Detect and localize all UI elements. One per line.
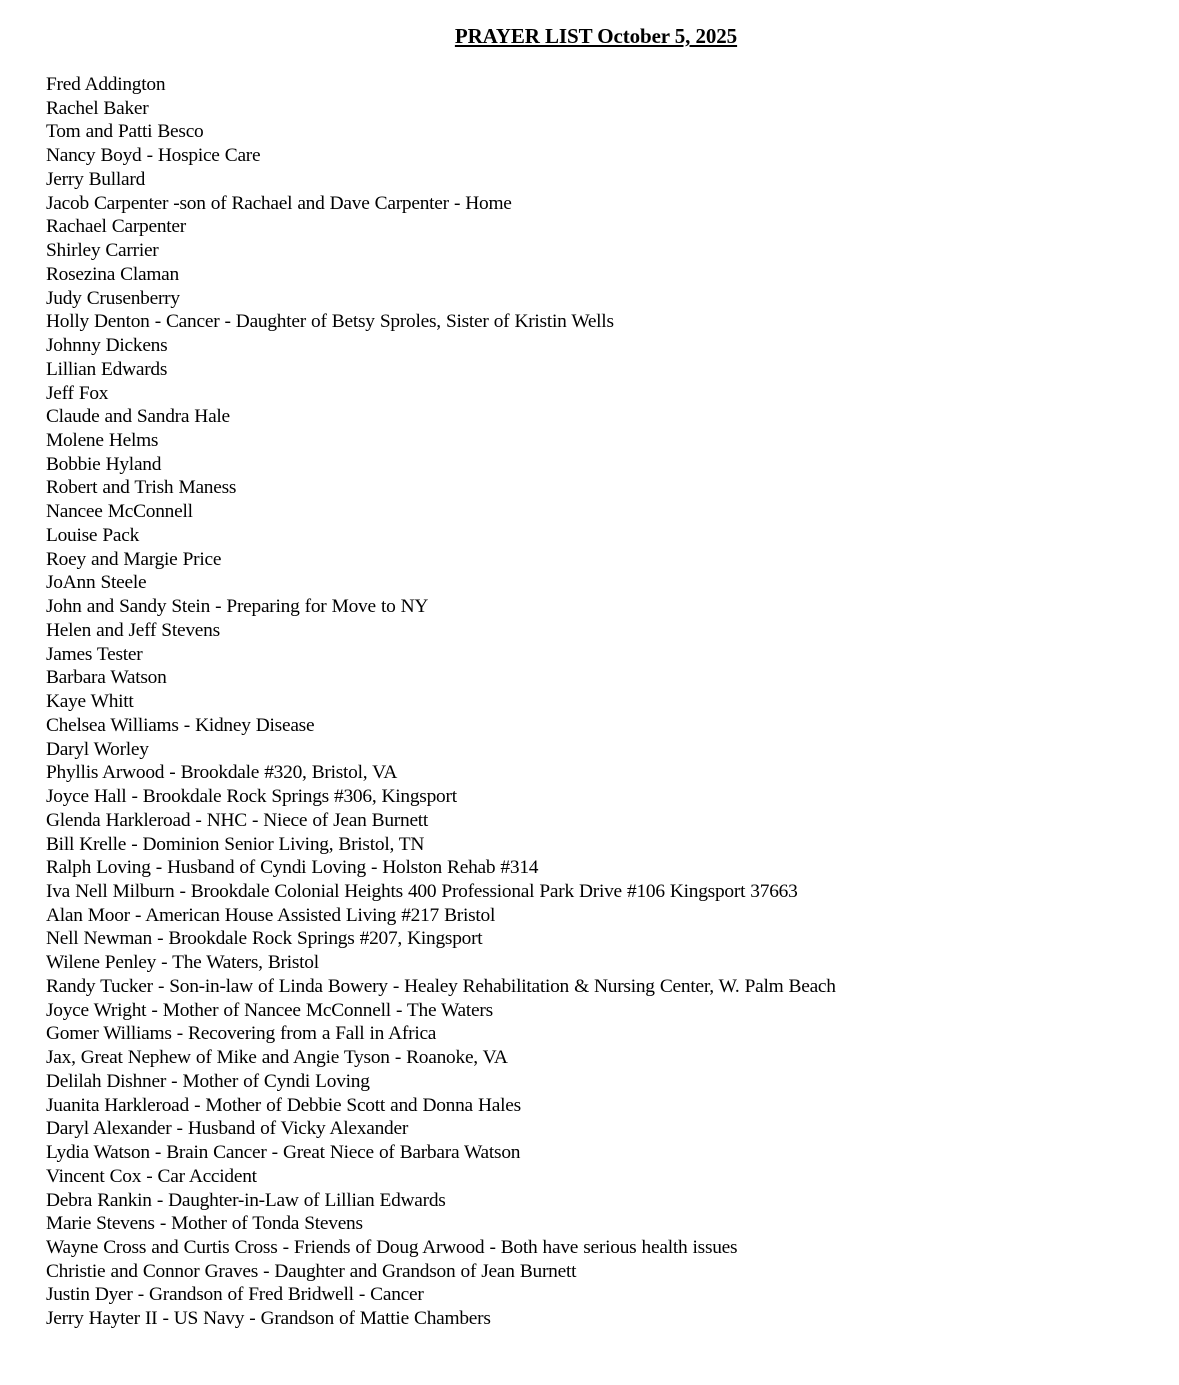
prayer-list-item: Ralph Loving - Husband of Cyndi Loving - Holston Rehab #314 [46, 857, 539, 879]
prayer-list-item: Wilene Penley - The Waters, Bristol [46, 952, 319, 974]
prayer-list-item: Lydia Watson - Brain Cancer - Great Niece of Barbara Watson [46, 1142, 521, 1164]
prayer-list-item: Randy Tucker - Son-in-law of Linda Bowery - Healey Rehabilitation & Nursing Center, W. Palm Beach [46, 975, 836, 997]
prayer-list-item: Claude and Sandra Hale [46, 406, 230, 428]
prayer-list-item: Rosezina Claman [46, 263, 179, 285]
prayer-list-item: Rachael Carpenter [46, 216, 186, 238]
prayer-list-item: Roey and Margie Price [46, 548, 222, 570]
prayer-list-item: John and Sandy Stein - Preparing for Move to NY [46, 596, 429, 618]
prayer-list-item: Jacob Carpenter -son of Rachael and Dave Carpenter - Home [46, 192, 512, 214]
prayer-list-item: Alan Moor - American House Assisted Living #217 Bristol [46, 904, 496, 926]
prayer-list-item: Holly Denton - Cancer - Daughter of Betsy Sproles, Sister of Kristin Wells [46, 311, 614, 333]
prayer-list-item: Joyce Wright - Mother of Nancee McConnell - The Waters [46, 999, 493, 1021]
prayer-list-item: Marie Stevens - Mother of Tonda Stevens [46, 1213, 363, 1235]
prayer-list-item: Bobbie Hyland [46, 453, 162, 475]
prayer-list-item: Bill Krelle - Dominion Senior Living, Bristol, TN [46, 833, 425, 855]
prayer-list-item: James Tester [46, 643, 143, 665]
prayer-list-item: Helen and Jeff Stevens [46, 619, 220, 641]
prayer-list-item: Barbara Watson [46, 667, 167, 689]
prayer-list-item: Nancee McConnell [46, 501, 193, 523]
prayer-list-item: Nancy Boyd - Hospice Care [46, 145, 261, 167]
prayer-list-item: Fred Addington [46, 74, 166, 95]
prayer-list-item: Justin Dyer - Grandson of Fred Bridwell - Cancer [46, 1284, 424, 1306]
prayer-list-item: Glenda Harkleroad - NHC - Niece of Jean Burnett [46, 809, 429, 831]
prayer-list-item: Christie and Connor Graves - Daughter and Grandson of Jean Burnett [46, 1260, 577, 1282]
prayer-list-item: Gomer Williams - Recovering from a Fall in Africa [46, 1023, 437, 1045]
prayer-list-item: Robert and Trish Maness [46, 477, 237, 499]
prayer-list-item: Iva Nell Milburn - Brookdale Colonial Heights 400 Professional Park Drive #106 Kingsport 37663 [46, 880, 798, 902]
prayer-list-item: Jeff Fox [46, 382, 109, 404]
prayer-list-item: JoAnn Steele [46, 572, 147, 594]
prayer-list-item: Debra Rankin - Daughter-in-Law of Lillian Edwards [46, 1189, 446, 1211]
prayer-list [46, 73, 836, 1331]
prayer-list-item: Molene Helms [46, 430, 159, 452]
page-title: PRAYER LIST October 5, 2025 [454, 24, 738, 48]
prayer-list-item: Kaye Whitt [46, 691, 134, 713]
prayer-list-item: Judy Crusenberry [46, 287, 180, 309]
prayer-list-item: Louise Pack [46, 524, 140, 546]
prayer-list-item: Johnny Dickens [46, 335, 168, 357]
prayer-list-item: Juanita Harkleroad - Mother of Debbie Scott and Donna Hales [46, 1094, 521, 1116]
prayer-list-item: Joyce Hall - Brookdale Rock Springs #306, Kingsport [46, 786, 457, 808]
prayer-list-item: Phyllis Arwood - Brookdale #320, Bristol, VA [46, 762, 398, 784]
prayer-list-item: Daryl Alexander - Husband of Vicky Alexander [46, 1118, 409, 1140]
prayer-list-item: Tom and Patti Besco [46, 121, 204, 143]
prayer-list-item: Jerry Bullard [46, 168, 146, 190]
prayer-list-item: Wayne Cross and Curtis Cross - Friends of Doug Arwood - Both have serious health issues [46, 1236, 738, 1258]
prayer-list-item: Jax, Great Nephew of Mike and Angie Tyson - Roanoke, VA [46, 1047, 508, 1069]
prayer-list-item: Daryl Worley [46, 738, 149, 760]
prayer-list-item: Rachel Baker [46, 97, 149, 119]
prayer-list-item: Lillian Edwards [46, 358, 168, 380]
prayer-list-item: Shirley Carrier [46, 240, 159, 262]
prayer-list-item: Chelsea Williams - Kidney Disease [46, 714, 315, 736]
prayer-list-item: Jerry Hayter II - US Navy - Grandson of Mattie Chambers [46, 1308, 491, 1330]
prayer-list-item: Delilah Dishner - Mother of Cyndi Loving [46, 1070, 370, 1092]
prayer-list-item: Nell Newman - Brookdale Rock Springs #207, Kingsport [46, 928, 483, 950]
prayer-list-item: Vincent Cox - Car Accident [46, 1165, 257, 1187]
